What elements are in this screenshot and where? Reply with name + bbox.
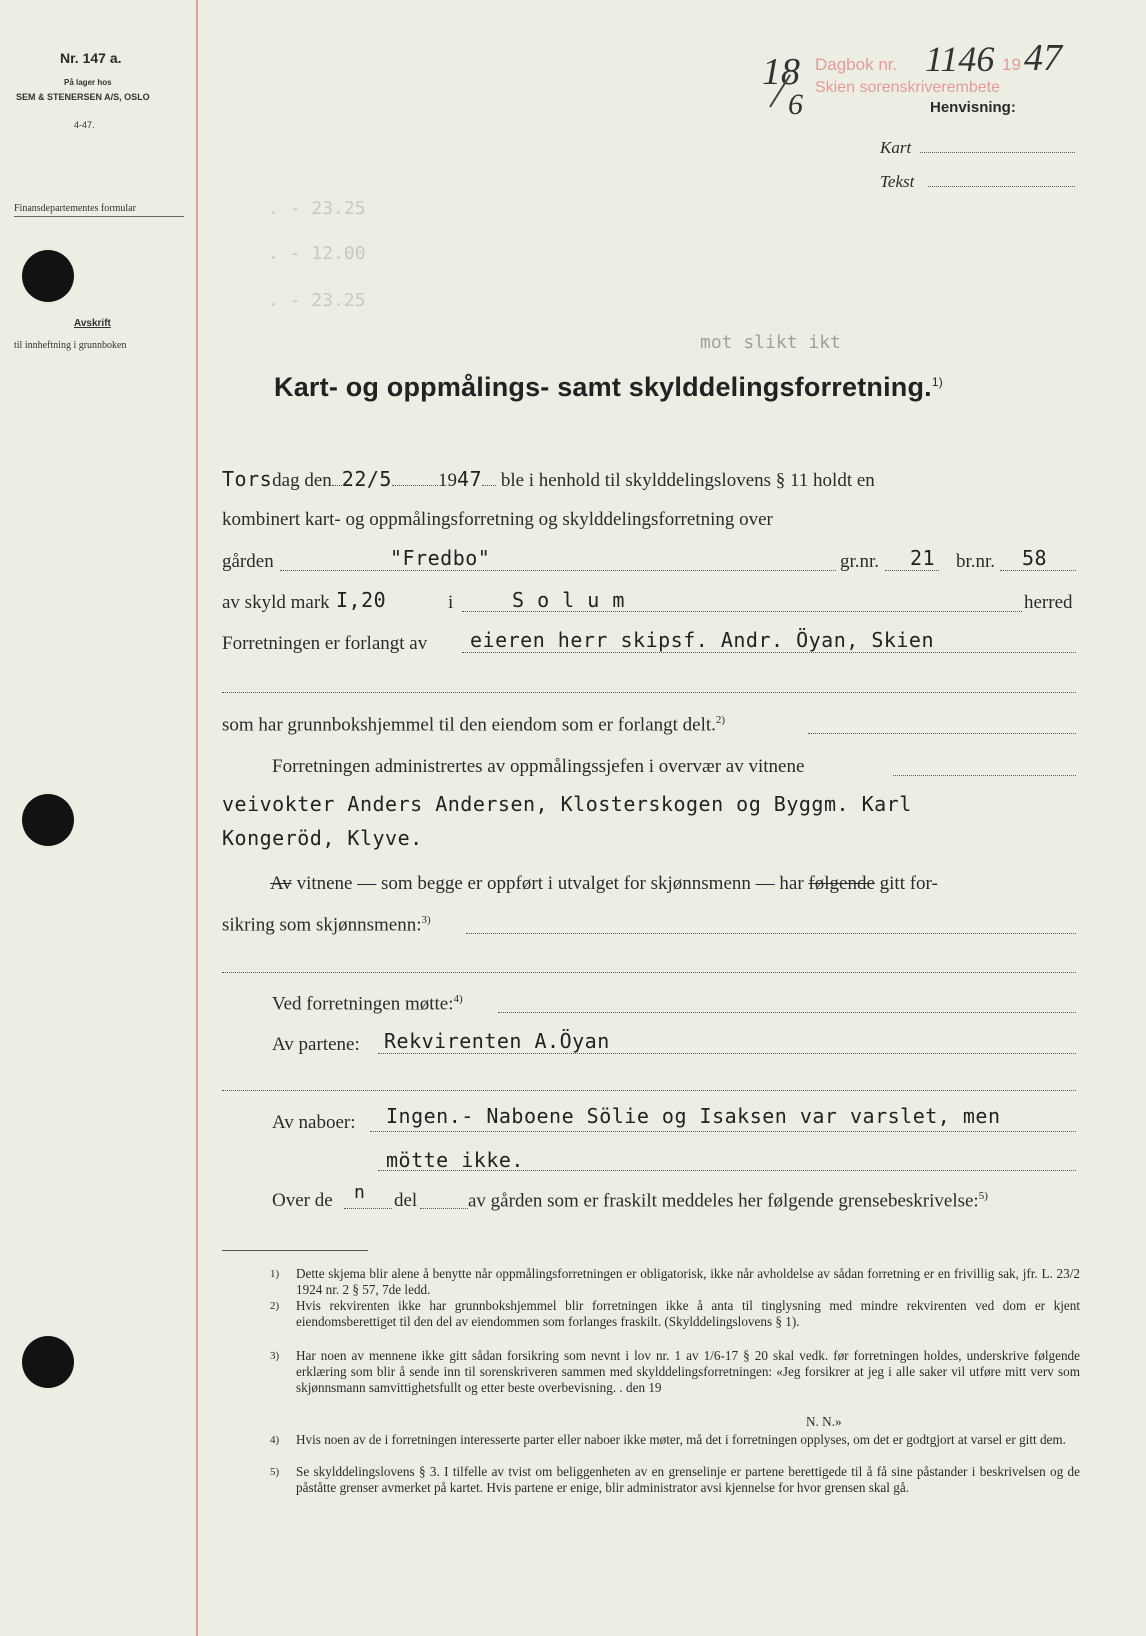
bleed-row-1: . - 23.25 [268, 198, 366, 219]
forlangt-label: Forretningen er forlangt av [222, 633, 428, 654]
i-label: i [448, 592, 454, 613]
tekst-line [928, 186, 1075, 187]
blank-line-3 [222, 1090, 1076, 1091]
divider [14, 216, 184, 217]
av-struck: Av [270, 873, 292, 894]
naboer-label: Av naboer: [272, 1112, 356, 1133]
over-fn-ref: 5) [978, 1190, 988, 1202]
avskrift-sub: til innheftning i grunnboken [14, 340, 127, 351]
admin-line [893, 775, 1076, 776]
punch-hole-top [22, 250, 74, 302]
blank-line [222, 692, 1076, 693]
del-line [420, 1208, 468, 1209]
brnr-value: 58 [1022, 546, 1048, 570]
blank-line-2 [222, 972, 1076, 973]
grnr-value: 21 [910, 546, 936, 570]
vitner-line-1: veivokter Anders Andersen, Klosterskogen og Byggm. Karl [222, 792, 912, 816]
over-de-line [344, 1208, 392, 1209]
partene-line [378, 1053, 1076, 1054]
gitt-for: gitt for- [879, 873, 938, 894]
bleed-row-3-text: - 23.25 [289, 290, 366, 311]
kart-line [920, 152, 1075, 153]
footnote-2-num: 2) [270, 1300, 280, 1312]
weekday-value: Tors [222, 467, 273, 491]
punch-hole-middle [22, 794, 74, 846]
publisher-line2: SEM & STENERSEN A/S, OSLO [16, 92, 150, 102]
grnr-line [885, 570, 939, 571]
motte-line [498, 1012, 1076, 1013]
dot-fill [332, 484, 342, 486]
dot-fill [482, 484, 496, 486]
del-label: del [394, 1190, 418, 1211]
skyld-value: I,20 [336, 588, 387, 612]
punch-hole-bottom [22, 1336, 74, 1388]
handwritten-number: 1146 [925, 39, 995, 79]
garden-line [280, 570, 836, 571]
skyld-label: av skyld mark [222, 592, 330, 613]
footnote-4-num: 4) [270, 1434, 280, 1446]
footnote-separator [222, 1250, 368, 1251]
footnote-3 [270, 1348, 1080, 1414]
publisher-line1: På lager hos [64, 78, 112, 87]
footnote-2 [270, 1298, 1080, 1348]
herred-label: herred [1024, 592, 1073, 613]
footnote-4 [270, 1432, 1080, 1466]
over-value: n [354, 1182, 366, 1203]
grunnbok-text [222, 714, 725, 736]
footnote-1 [270, 1266, 1080, 1300]
stamp-year-prefix: 19 [1002, 55, 1021, 74]
footnote-3-text: Har noen av mennene ikke gitt sådan forsikring som nevnt i lov nr. 1 av 1/6-17 § 20 skal vedk. før forretningen holdes, underskrive følgende erklæring som blir å sende inn til sorenskriveren sammen med skylddelingsforretningen: «Jeg forsikrer at jeg i alle saker vil utføre mitt verv som skjønnsmann samvittighetsfullt og etter beste overbevisning. . den 19 [296, 1348, 1080, 1395]
avskrift-label: Avskrift [74, 318, 111, 329]
forlangt-value: eieren herr skipsf. Andr. Öyan, Skien [470, 628, 935, 652]
garden-value: "Fredbo" [390, 546, 491, 570]
partene-label: Av partene: [272, 1034, 360, 1055]
brnr-line [1000, 570, 1076, 571]
over-de-label: Over de [272, 1190, 333, 1211]
admin-text: Forretningen administrertes av oppmålingssjefen i overvær av vitnene [272, 756, 805, 777]
motte-fn-ref: 4) [453, 993, 463, 1005]
over-rest-text: av gården som er fraskilt meddeles her følgende grensebeskrivelse: [468, 1190, 979, 1212]
footnote-4-text: Hvis noen av de i forretningen interesserte parter eller naboer ikke møter, må det i forretningen opplyses, om det er godtgjort at varsel er gitt dem. [296, 1432, 1066, 1447]
motte-label [272, 993, 463, 1015]
footnote-3-num: 3) [270, 1350, 280, 1362]
herred-value: S o l u m [512, 588, 625, 612]
handwritten-date-bottom: 6 [788, 88, 803, 121]
footnote-5 [270, 1464, 1080, 1514]
footnote-5-num: 5) [270, 1466, 280, 1478]
date-line [222, 467, 875, 492]
document-title-text: Kart- og oppmålings- samt skylddelingsforretning. [274, 372, 932, 402]
bleed-row-3: . - 23.25 [268, 290, 366, 311]
date-code: 4-47. [74, 120, 95, 130]
footnote-2-text: Hvis rekvirenten ikke har grunnbokshjemmel blir forretningen ikke å anta til tinglysning med mindre rekvirenten ved dom er kjent eiendomsberettiget til den del av eiendommen som forlanges fraskilt. (Skylddelingslovens § 1). [296, 1298, 1080, 1329]
grunnbok-fn-ref: 2) [715, 714, 726, 726]
grunnbok-text-value: som har grunnbokshjemmel til den eiendom som er forlangt delt. [222, 714, 716, 736]
document-title [274, 372, 943, 403]
bleed-row-2-text: - 12.00 [289, 243, 366, 264]
bleed-row-2: . - 12.00 [268, 243, 366, 264]
title-footnote-ref: 1) [931, 375, 943, 389]
intro-line-2: kombinert kart- og oppmålingsforretning og skylddelingsforretning over [222, 509, 773, 530]
year-value: 47 [456, 467, 483, 491]
henvisning-label: Henvisning: [930, 99, 1016, 116]
sikring-fn-ref: 3) [421, 914, 431, 926]
grnr-label: gr.nr. [840, 551, 880, 572]
motte-label-text: Ved forretningen møtte: [272, 993, 454, 1015]
footnote-1-text: Dette skjema blir alene å benytte når oppmålingsforretningen er obligatorisk, ikke når avholdelse av sådan forretning er en frivillig sak, jfr. L. 23/2 1924 nr. 2 § 57, 7de ledd. [296, 1266, 1080, 1297]
kart-label: Kart [880, 138, 912, 157]
date-value: 22/5 [341, 467, 392, 491]
bleed-row-1-text: - 23.25 [289, 198, 366, 219]
dot-fill [392, 484, 438, 486]
vitner-line-2: Kongeröd, Klyve. [222, 826, 423, 850]
naboer-line [370, 1131, 1076, 1132]
year-prefix: 19 [437, 470, 457, 491]
margin-line [196, 0, 198, 1636]
sikring-text-value: sikring som skjønnsmenn: [222, 914, 422, 936]
formular-label: Finansdepartementes formular [14, 203, 136, 214]
forlangt-line [462, 652, 1076, 653]
tekst-label: Tekst [880, 172, 915, 191]
brnr-label: br.nr. [956, 551, 996, 572]
naboer-line-2 [378, 1170, 1076, 1171]
stamp-dagbok: Dagbok nr. [815, 55, 898, 74]
dag-den-label: dag den [272, 470, 332, 491]
garden-label: gården [222, 551, 274, 572]
stamp-office: Skien sorenskriverembete [815, 79, 1000, 96]
handwritten-date-top: 18 [762, 51, 800, 93]
sikring-line [466, 933, 1076, 934]
grunnbok-line [808, 733, 1076, 734]
folgende-struck: følgende [808, 873, 875, 894]
over-rest [468, 1190, 988, 1212]
bleed-row-4: mot slikt ikt [700, 332, 841, 353]
sikring-text [222, 914, 431, 936]
naboer-value-line1: Ingen.- Naboene Sölie og Isaksen var varslet, men [386, 1104, 1001, 1128]
handwritten-year: 47 [1024, 37, 1062, 79]
footnote-1-num: 1) [270, 1268, 280, 1280]
footnote-5-text: Se skylddelingslovens § 3. I tilfelle av tvist om beliggenheten av en grenselinje er partene berettigede til å få sine påstander i beskrivelsen og de påståtte grenser avmerket på kartet. Hvis partene er enige, blir administrator avsi kjennelse for hvor grensen skal gå. [296, 1464, 1080, 1495]
vitnene-text: vitnene — som begge er oppført i utvalget for skjønnsmenn — har [296, 873, 804, 894]
vitnene-line [270, 873, 938, 895]
intro-rest: ble i henhold til skylddelingslovens § 11 holdt en [500, 470, 875, 491]
partene-value: Rekvirenten A.Öyan [384, 1029, 610, 1053]
footnote-3-signature: N. N.» [806, 1414, 842, 1429]
form-number: Nr. 147 a. [60, 50, 122, 66]
naboer-value-line2: mötte ikke. [386, 1148, 524, 1172]
